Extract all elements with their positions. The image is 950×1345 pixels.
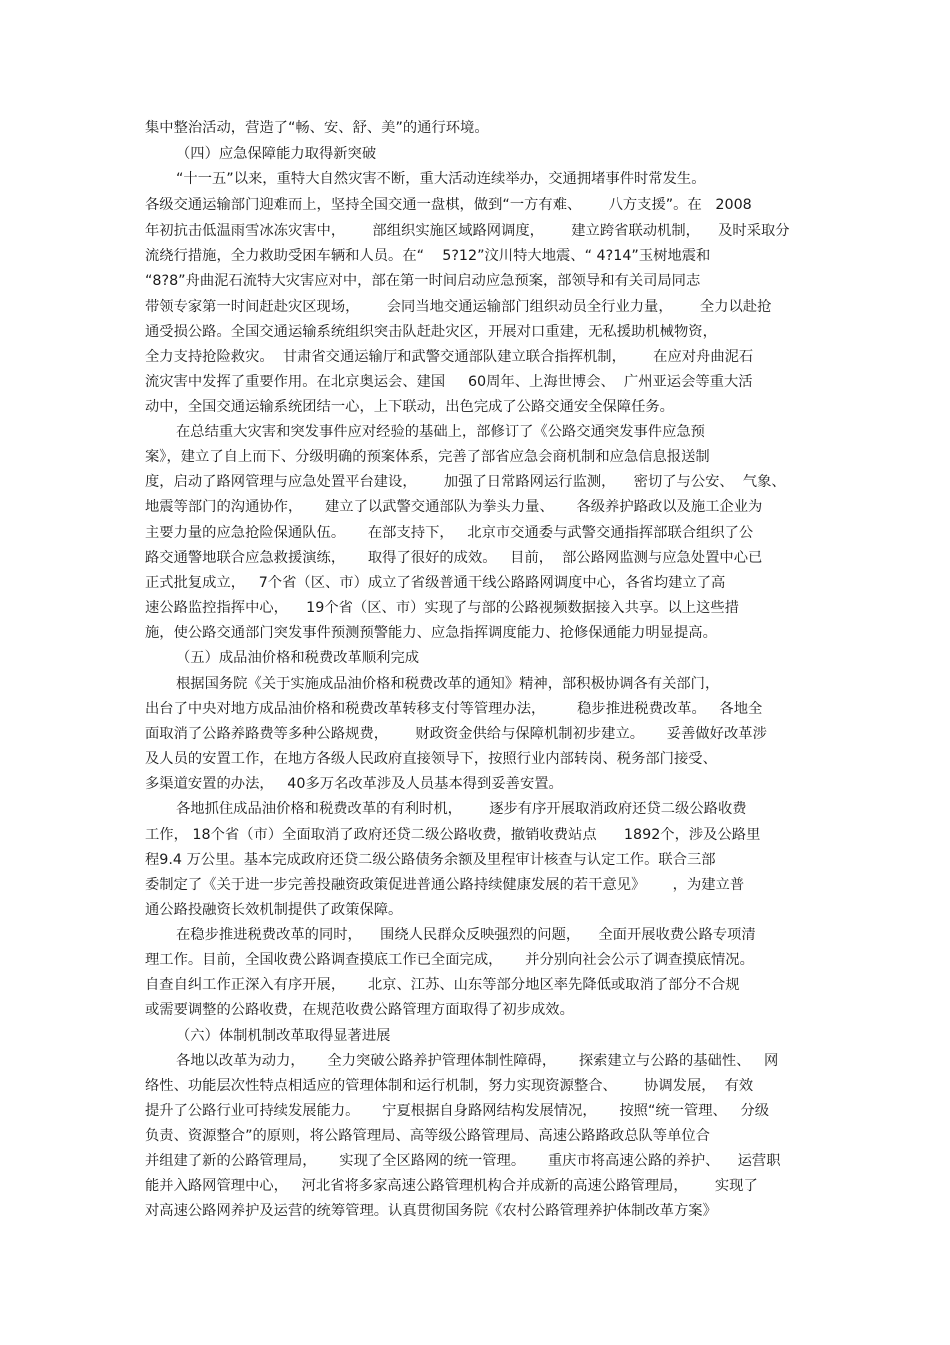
paragraph-line: 年初抗击低温雨雪冰冻灾害中， 部组织实施区域路网调度， 建立跨省联动机制， 及时采取分 bbox=[145, 223, 790, 239]
section-heading-6: （六）体制机制改革取得显著进展 bbox=[176, 1028, 391, 1044]
paragraph-line: 度，启动了路网管理与应急处置平台建设， 加强了日常路网运行监测， 密切了与公安、 气象、 bbox=[145, 474, 786, 490]
section-heading-5: （五）成品油价格和税费改革顺利完成 bbox=[176, 650, 420, 666]
paragraph-line: 集中整治活动，营造了“畅、安、舒、美”的通行环境。 bbox=[145, 120, 489, 136]
paragraph-line: “8?8”舟曲泥石流特大灾害应对中，部在第一时间启动应急预案，部领导和有关司局同志 bbox=[145, 273, 701, 289]
paragraph-line: 动中，全国交通运输系统团结一心，上下联动，出色完成了公路交通安全保障任务。 bbox=[145, 399, 674, 415]
paragraph-line: 通受损公路。全国交通运输系统组织突击队赶赴灾区，开展对口重建，无私援助机械物资， bbox=[145, 324, 717, 340]
paragraph-line: 对高速公路网养护及运营的统筹管理。认真贯彻国务院《农村公路管理养护体制改革方案》 bbox=[145, 1203, 717, 1219]
paragraph-line: 出台了中央对地方成品油价格和税费改革转移支付等管理办法， 稳步推进税费改革。 各地全 bbox=[145, 701, 763, 717]
paragraph-line: 及人员的安置工作，在地方各级人民政府直接领导下，按照行业内部转岗、税务部门接受、 bbox=[145, 751, 717, 767]
paragraph-line: 流绕行措施，全力救助受困车辆和人员。在“ 5?12”汶川特大地震、“ 4?14”玉树地震和 bbox=[145, 248, 711, 264]
paragraph-line: 委制定了《关于进一步完善投融资政策促进普通公路持续健康发展的若干意见》 ，为建立普 bbox=[145, 877, 745, 893]
paragraph-line: 负责、资源整合”的原则，将公路管理局、高等级公路管理局、高速公路路政总队等单位合 bbox=[145, 1128, 710, 1144]
paragraph-line: 多渠道安置的办法， 40多万名改革涉及人员基本得到妥善安置。 bbox=[145, 776, 563, 792]
paragraph-line: 提升了公路行业可持续发展能力。 宁夏根据自身路网结构发展情况， 按照“统一管理、 分级 bbox=[145, 1103, 770, 1119]
paragraph-line: 施，使公路交通部门突发事件预测预警能力、应急指挥调度能力、抢修保通能力明显提高。 bbox=[145, 625, 717, 641]
paragraph-line: 路交通警地联合应急救援演练， 取得了很好的成效。 目前， 部公路网监测与应急处置中心已 bbox=[145, 550, 763, 566]
paragraph-line: 全力支持抢险救灾。 甘肃省交通运输厅和武警交通部队建立联合指挥机制， 在应对舟曲泥石 bbox=[145, 349, 754, 365]
paragraph-line: 并组建了新的公路管理局， 实现了全区路网的统一管理。 重庆市将高速公路的养护、 运营职 bbox=[145, 1153, 781, 1169]
paragraph-line: 程9.4 万公里。基本完成政府还贷二级公路债务余额及里程审计核查与认定工作。联合三部 bbox=[145, 852, 716, 868]
paragraph-line: 流灾害中发挥了重要作用。在北京奥运会、建国 60周年、上海世博会、 广州亚运会等重大活 bbox=[145, 374, 753, 390]
section-heading-4: （四）应急保障能力取得新突破 bbox=[176, 146, 377, 162]
paragraph-line: 各地以改革为动力， 全力突破公路养护管理体制性障碍， 探索建立与公路的基础性、 网 bbox=[176, 1053, 779, 1069]
paragraph-line: “十一五”以来，重特大自然灾害不断，重大活动连续举办，交通拥堵事件时常发生。 bbox=[176, 171, 706, 187]
paragraph-line: 主要力量的应急抢险保通队伍。 在部支持下， 北京市交通委与武警交通指挥部联合组织了公 bbox=[145, 525, 754, 541]
paragraph-line: 工作， 18个省（市）全面取消了政府还贷二级公路收费，撤销收费站点 1892个，涉及公路里 bbox=[145, 827, 761, 843]
paragraph-line: 根据国务院《关于实施成品油价格和税费改革的通知》精神，部积极协调各有关部门， bbox=[176, 676, 720, 692]
paragraph-line: 速公路监控指挥中心， 19个省（区、市）实现了与部的公路视频数据接入共享。以上这些措 bbox=[145, 600, 739, 616]
paragraph-line: 或需要调整的公路收费，在规范收费公路管理方面取得了初步成效。 bbox=[145, 1002, 574, 1018]
paragraph-line: 在总结重大灾害和突发事件应对经验的基础上，部修订了《公路交通突发事件应急预 bbox=[176, 424, 705, 440]
paragraph-line: 理工作。目前，全国收费公路调查摸底工作已全面完成， 并分别向社会公示了调查摸底情况。 bbox=[145, 952, 754, 968]
paragraph-line: 案》，建立了自上而下、分级明确的预案体系，完善了部省应急会商机制和应急信息报送制 bbox=[145, 449, 710, 465]
paragraph-line: 络性、功能层次性特点相适应的管理体制和运行机制，努力实现资源整合、 协调发展， 有效 bbox=[145, 1078, 754, 1094]
paragraph-line: 能并入路网管理中心， 河北省将多家高速公路管理机构合并成新的高速公路管理局， 实现了 bbox=[145, 1178, 758, 1194]
paragraph-line: 地震等部门的沟通协作， 建立了以武警交通部队为拳头力量、 各级养护路政以及施工企业为 bbox=[145, 499, 763, 515]
paragraph-line: 各地抓住成品油价格和税费改革的有利时机， 逐步有序开展取消政府还贷二级公路收费 bbox=[176, 801, 747, 817]
paragraph-line: 各级交通运输部门迎难而上，坚持全国交通一盘棋，做到“一方有难、 八方支援”。在 2008 bbox=[145, 197, 752, 213]
paragraph-line: 自查自纠工作正深入有序开展， 北京、江苏、山东等部分地区率先降低或取消了部分不合规 bbox=[145, 977, 740, 993]
paragraph-line: 正式批复成立， 7个省（区、市）成立了省级普通干线公路路网调度中心，各省均建立了高 bbox=[145, 575, 726, 591]
paragraph-line: 带领专家第一时间赶赴灾区现场， 会同当地交通运输部门组织动员全行业力量， 全力以赴抢 bbox=[145, 299, 772, 315]
paragraph-line: 通公路投融资长效机制提供了政策保障。 bbox=[145, 902, 403, 918]
paragraph-line: 面取消了公路养路费等多种公路规费， 财政资金供给与保障机制初步建立。 妥善做好改革涉 bbox=[145, 726, 767, 742]
paragraph-line: 在稳步推进税费改革的同时， 围绕人民群众反映强烈的问题， 全面开展收费公路专项清 bbox=[176, 927, 756, 943]
